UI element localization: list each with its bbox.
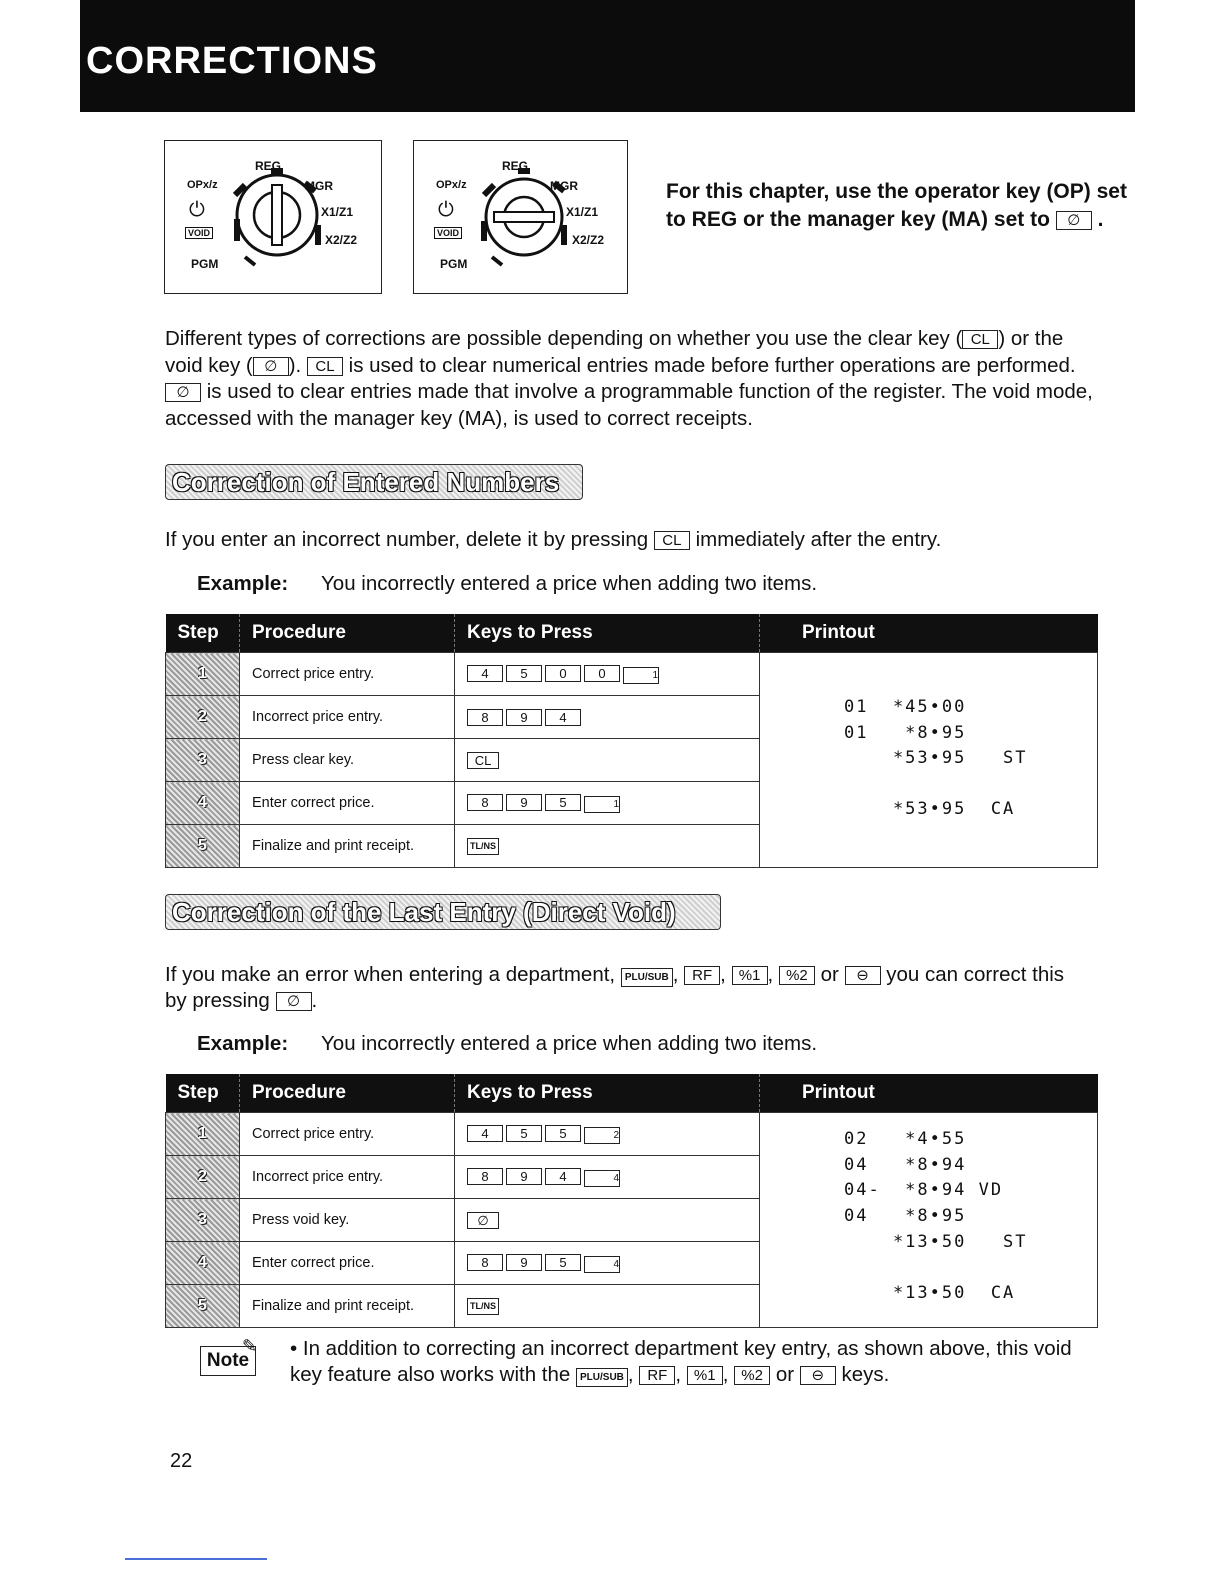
keys-cell	[455, 696, 760, 739]
example-text: You incorrectly entered a price when adding two items.	[321, 1032, 818, 1055]
key-9: 9	[506, 794, 542, 811]
header-step: Step	[166, 1074, 240, 1113]
key-5: 5	[506, 1125, 542, 1142]
section1-example	[197, 572, 817, 596]
keys-cell	[455, 1113, 760, 1156]
dept-key-2: 2	[584, 1127, 620, 1144]
void-mode-icon: VOID	[434, 227, 462, 239]
void-key-icon: ∅	[1056, 211, 1092, 230]
example-label: Example:	[197, 572, 289, 595]
key-4: 4	[467, 1125, 503, 1142]
clear-key-icon: CL	[307, 357, 343, 376]
procedure-text: Correct price entry.	[240, 1113, 455, 1156]
page-number: 22	[170, 1450, 193, 1472]
void-mode-icon: VOID	[185, 227, 213, 239]
chapter-key-note-end: .	[1097, 208, 1104, 231]
page-title: CORRECTIONS	[86, 40, 378, 82]
note-text-a: • In addition to correcting an incorrect department key entry, as shown above, this void key feature also works with the	[290, 1337, 1072, 1386]
keys-cell	[455, 825, 760, 868]
minus-key-icon: ⊖	[845, 966, 881, 985]
total-key-icon: TL/NS	[467, 1298, 499, 1315]
procedure-text: Press void key.	[240, 1199, 455, 1242]
desc-text-1: Different types of corrections are possible depending on whether you use the clear key (	[165, 327, 963, 350]
step-number: 1	[166, 653, 240, 696]
pgm-label: PGM	[440, 257, 468, 271]
clear-key-icon: CL	[962, 330, 998, 349]
op-label: OPx/z	[187, 179, 218, 191]
section2-example	[197, 1032, 817, 1056]
header-procedure: Procedure	[240, 614, 455, 653]
void-key-icon: ∅	[165, 383, 201, 402]
keys-cell	[455, 1156, 760, 1199]
header-step: Step	[166, 614, 240, 653]
printout-cell	[760, 653, 1098, 868]
keys-cell	[455, 653, 760, 696]
chapter-key-note-text: For this chapter, use the operator key (OP) set to REG or the manager key (MA) set to	[666, 180, 1127, 231]
key-0: 0	[584, 665, 620, 682]
power-icon: ⏻	[189, 199, 205, 221]
key-4: 4	[545, 709, 581, 726]
keys-cell	[455, 1242, 760, 1285]
procedure-table-2	[165, 1074, 1098, 1328]
procedure-text: Correct price entry.	[240, 653, 455, 696]
plu-sub-key-icon: PLU/SUB	[576, 1368, 628, 1387]
mgr-label: MGR	[305, 179, 333, 193]
dept-key-1: 1	[623, 667, 659, 684]
header-printout: Printout	[760, 1074, 1098, 1113]
desc-text-4: is used to clear numerical entries made before further operations are performed.	[342, 353, 1076, 377]
desc-text-2: ) or the void key (	[165, 327, 1064, 377]
section-title-entered-numbers: Correction of Entered Numbers	[165, 464, 583, 500]
printout-line: 04- *8•94 VD	[844, 1180, 1004, 1200]
procedure-table-1	[165, 614, 1098, 868]
note-text-b: keys.	[841, 1363, 890, 1386]
key-9: 9	[506, 1254, 542, 1271]
refund-key-icon: RF	[684, 966, 720, 985]
reg-label: REG	[502, 159, 529, 173]
header-printout: Printout	[760, 614, 1098, 653]
desc-text-5: is used to clear entries made that involve a programmable function of the register. The void mode, accessed with the manager key (MA), is used to correct receipts.	[165, 380, 1093, 430]
key-5: 5	[506, 665, 542, 682]
procedure-text: Incorrect price entry.	[240, 696, 455, 739]
power-icon: ⏻	[438, 199, 454, 221]
x1z1-label: X1/Z1	[321, 205, 354, 219]
x1z1-label: X1/Z1	[566, 205, 599, 219]
table-row	[166, 653, 1098, 696]
percent2-key-icon: %2	[734, 1366, 770, 1385]
note-badge: Note	[200, 1346, 256, 1376]
step-number: 4	[166, 782, 240, 825]
total-key-icon: TL/NS	[467, 838, 499, 855]
keys-cell	[455, 1285, 760, 1328]
keys-cell	[455, 782, 760, 825]
printout-line: *13•50 CA	[844, 1283, 1016, 1303]
procedure-text: Finalize and print receipt.	[240, 825, 455, 868]
plu-sub-key-icon: PLU/SUB	[621, 968, 673, 987]
printout-line: *53•95 CA	[844, 799, 1016, 819]
section1-intro-b: immediately after the entry.	[695, 528, 942, 551]
percent1-key-icon: %1	[687, 1366, 723, 1385]
key-9: 9	[506, 1168, 542, 1185]
printout-line: 01 *45•00	[844, 697, 967, 717]
step-number: 5	[166, 1285, 240, 1328]
procedure-text: Incorrect price entry.	[240, 1156, 455, 1199]
key-8: 8	[467, 709, 503, 726]
key-5: 5	[545, 1254, 581, 1271]
dept-key-1: 1	[584, 796, 620, 813]
chapter-key-note	[666, 178, 1136, 234]
procedure-text: Finalize and print receipt.	[240, 1285, 455, 1328]
step-number: 3	[166, 1199, 240, 1242]
table-row	[166, 1113, 1098, 1156]
table-header-row	[166, 1074, 1098, 1113]
key-4: 4	[545, 1168, 581, 1185]
section2-intro: If you make an error when entering a department, PLU/SUB , RF , %1 , %2 or ⊖ you can correct this by pressing ∅ .	[165, 963, 1065, 1012]
clear-key-icon: CL	[654, 531, 690, 550]
void-key-icon: ∅	[253, 357, 289, 376]
section2-intro-b: you can correct this by pressing	[165, 963, 1065, 1012]
note-text: • In addition to correcting an incorrect department key entry, as shown above, this void key feature also works with the PLU/SUB , RF , %1 , %2 or ⊖ keys.	[290, 1337, 1072, 1386]
section1-intro-a: If you enter an incorrect number, delete it by pressing	[165, 528, 649, 551]
procedure-text: Press clear key.	[240, 739, 455, 782]
section-title-direct-void: Correction of the Last Entry (Direct Void)	[165, 894, 721, 930]
pgm-label: PGM	[191, 257, 219, 271]
x2z2-label: X2/Z2	[572, 233, 605, 247]
key-0: 0	[545, 665, 581, 682]
percent1-key-icon: %1	[732, 966, 768, 985]
step-number: 5	[166, 825, 240, 868]
description-paragraph	[165, 326, 1095, 432]
header-procedure: Procedure	[240, 1074, 455, 1113]
key-8: 8	[467, 1168, 503, 1185]
section2-intro-end: .	[311, 989, 318, 1012]
key-diagram-ma	[413, 140, 628, 294]
table-header-row	[166, 614, 1098, 653]
step-number: 2	[166, 696, 240, 739]
example-text: You incorrectly entered a price when adding two items.	[321, 572, 818, 595]
section1-intro	[165, 527, 941, 553]
key-8: 8	[467, 1254, 503, 1271]
op-label: OPx/z	[436, 179, 467, 191]
reg-label: REG	[255, 159, 282, 173]
step-number: 2	[166, 1156, 240, 1199]
section2-intro-a: If you make an error when entering a department,	[165, 963, 616, 986]
minus-key-icon: ⊖	[800, 1366, 836, 1385]
keys-cell	[455, 739, 760, 782]
mgr-label: MGR	[550, 179, 578, 193]
step-number: 4	[166, 1242, 240, 1285]
key-5: 5	[545, 1125, 581, 1142]
header-keys: Keys to Press	[455, 1074, 760, 1113]
key-diagram-op	[164, 140, 382, 294]
printout-line: *13•50 ST	[844, 1232, 1028, 1252]
printout-line: 04 *8•95	[844, 1206, 967, 1226]
pencil-icon: ✎	[242, 1336, 258, 1356]
void-key-icon: ∅	[276, 992, 312, 1011]
void-key-icon: ∅	[467, 1212, 499, 1229]
example-label: Example:	[197, 1032, 289, 1055]
key-9: 9	[506, 709, 542, 726]
dept-key-4: 4	[584, 1256, 620, 1273]
key-8: 8	[467, 794, 503, 811]
key-4: 4	[467, 665, 503, 682]
printout-line: 02 *4•55	[844, 1129, 967, 1149]
keys-cell	[455, 1199, 760, 1242]
clear-key-icon: CL	[467, 752, 499, 769]
printout-line: *53•95 ST	[844, 748, 1028, 768]
header-keys: Keys to Press	[455, 614, 760, 653]
step-number: 1	[166, 1113, 240, 1156]
procedure-text: Enter correct price.	[240, 782, 455, 825]
percent2-key-icon: %2	[779, 966, 815, 985]
printout-line: 04 *8•94	[844, 1155, 967, 1175]
step-number: 3	[166, 739, 240, 782]
footer-rule	[125, 1558, 267, 1560]
printout-cell	[760, 1113, 1098, 1328]
printout-line: 01 *8•95	[844, 723, 967, 743]
dept-key-4: 4	[584, 1170, 620, 1187]
desc-text-3: ).	[288, 353, 307, 377]
x2z2-label: X2/Z2	[325, 233, 358, 247]
key-5: 5	[545, 794, 581, 811]
or-text: or	[820, 963, 839, 986]
refund-key-icon: RF	[639, 1366, 675, 1385]
procedure-text: Enter correct price.	[240, 1242, 455, 1285]
or-text: or	[775, 1363, 795, 1386]
